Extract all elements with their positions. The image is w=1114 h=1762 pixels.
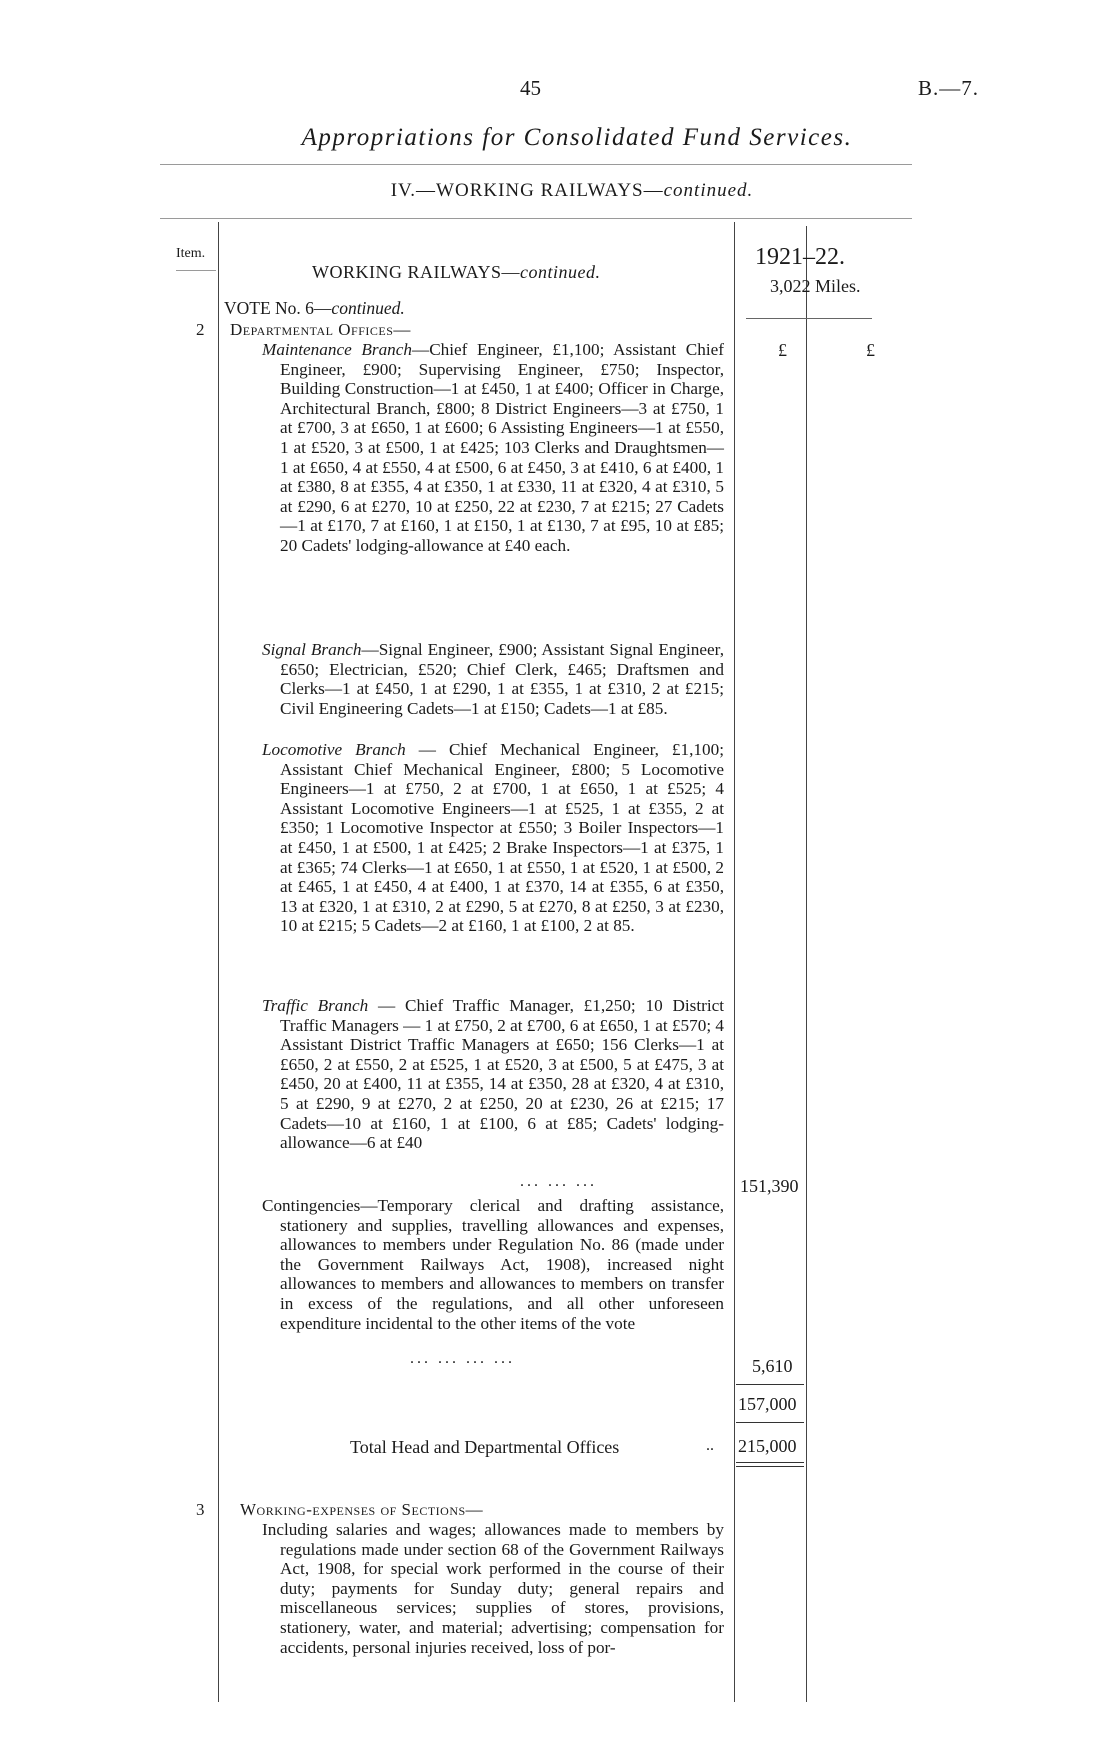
table-top-rule (160, 218, 912, 219)
item-column-rule (218, 222, 219, 1702)
locomotive-branch-text: — Chief Mechanical Engineer, £1,100; Assistant Chief Mechanical Engineer, £800; 5 Locomotive Engineers—1 at £750, 2 at £700, 1 at £650, 1 at £525; 4 Assistant Locomotive Engineers—1 at £525, 1 at £355, 2 at £350; 1 Locomotive Inspector at £550; 3 Boiler Inspectors—1 at £450, 1 at £500, 1 at £425; 2 Brake Inspectors—1 at £375, 1 at £365; 74 Clerks—1 at £650, 1 at £550, 1 at £520, 1 at £500, 2 at £465, 1 at £450, 4 at £400, 1 at £370, 14 at £355, 6 at £350, 13 at £320, 1 at £310, 2 at £290, 5 at £270, 8 at £250, 3 at £230, 10 at £215; 5 Cadets—2 at £160, 1 at £100, 2 at 85. (280, 740, 724, 936)
item-header-dash (176, 270, 216, 271)
vote-continued: continued. (331, 298, 405, 318)
year-heading: 1921–22. (755, 244, 845, 270)
signal-branch-label: Signal Branch (262, 640, 362, 659)
signal-branch-text: —Signal Engineer, £900; Assistant Signal Engineer, £650; Electrician, £520; Chief Clerk, £465; Draftsmen and Clerks—1 at £450, 1 at £290, 1 at £355, 1 at £310, 2 at £215; Civil Engineering Cadets—1 at £150; Cadets—1 at £85. (280, 640, 724, 718)
item-number-3: 3 (196, 1500, 205, 1519)
title-rule (160, 164, 912, 165)
subtotal-rule-top (736, 1384, 804, 1385)
subtitle-continued: continued. (663, 180, 754, 201)
contingencies-leader-dots: ... ... ... ... (410, 1350, 515, 1367)
page-title: Appropriations for Consolidated Fund Services. (301, 124, 853, 151)
subtitle-main: IV.—WORKING RAILWAYS— (390, 180, 664, 201)
traffic-branch-entry (262, 996, 724, 1153)
traffic-leader-dots: ... ... ... (520, 1173, 597, 1190)
working-expenses-text: Including salaries and wages; allowances made to members by regulations made under section 68 of the Government Railways Act, 1908, for special work performed in the course of their duty; payments for Sunday duty; general repairs and miscellaneous services; supplies of stores, provisions, stationery, water, and material; advertising; compensation for accidents, personal injuries received, loss of por- (262, 1520, 724, 1657)
section-subtitle (0, 180, 1114, 202)
maintenance-branch-entry (262, 340, 724, 556)
total-rule-1 (736, 1462, 804, 1463)
miles-heading: 3,022 Miles. (770, 276, 861, 296)
subtotal-amount: 157,000 (738, 1394, 797, 1414)
subtotal-rule-bottom (736, 1422, 804, 1423)
section-heading-main: WORKING RAILWAYS— (312, 262, 520, 282)
traffic-branch-label: Traffic Branch (262, 996, 369, 1015)
vote-number: VOTE No. 6— (224, 298, 332, 318)
total-label: Total Head and Departmental Offices (350, 1437, 620, 1457)
section-heading-continued: continued. (520, 262, 601, 282)
contingencies-text: Contingencies—Temporary clerical and drafting assistance, stationery and supplies, travelling allowances and expenses, allowances to members under Regulation No. 86 (made under the Government Railways Act, 1908), increased night allowances to members and allowances to members on transfer in excess of the regulations, and all other unforeseen expenditure incidental to the other items of the vote (262, 1196, 724, 1333)
item-number-2: 2 (196, 320, 205, 339)
total-leader-dots: .. (706, 1437, 714, 1454)
section-heading (312, 262, 600, 283)
contingencies-entry (262, 1196, 724, 1333)
signal-branch-entry (262, 640, 724, 718)
total-amount: 215,000 (738, 1436, 797, 1456)
total-rule-2 (736, 1466, 804, 1467)
amount-column-left-rule (734, 222, 735, 1702)
salaries-amount: 151,390 (740, 1176, 799, 1196)
document-reference: B.—7. (918, 76, 980, 100)
vote-label (224, 298, 405, 319)
departmental-offices-heading: Departmental Offices— (230, 320, 411, 339)
currency-symbol-1: £ (778, 340, 787, 360)
item-column-header: Item. (176, 246, 206, 261)
amount-column-right-rule (806, 226, 807, 1702)
maintenance-branch-text: —Chief Engineer, £1,100; Assistant Chief Engineer, £900; Supervising Engineer, £750; Inspector, Building Construction—1 at £450, 1 at £400; Officer in Charge, Architectural Branch, £800; 8 District Engineers—3 at £750, 1 at £700, 3 at £650, 1 at £600; 6 Assisting Engineers—1 at £550, 1 at £520, 3 at £500, 1 at £425; 103 Clerks and Draughtsmen—1 at £650, 4 at £550, 4 at £500, 6 at £450, 3 at £410, 6 at £400, 1 at £380, 8 at £355, 4 at £350, 1 at £330, 11 at £320, 4 at £310, 5 at £290, 6 at £270, 10 at £250, 22 at £230, 7 at £215; 27 Cadets—1 at £170, 7 at £160, 1 at £150, 1 at £130, 7 at £95, 10 at £85; 20 Cadets' lodging-allowance at £40 each. (280, 340, 724, 555)
page-number: 45 (520, 76, 541, 100)
working-expenses-entry (262, 1520, 724, 1657)
contingencies-amount: 5,610 (752, 1356, 793, 1376)
traffic-branch-text: — Chief Traffic Manager, £1,250; 10 District Traffic Managers — 1 at £750, 2 at £700, 6 at £650, 1 at £570; 4 Assistant District Traffic Managers at £650; 156 Clerks—1 at £650, 2 at £550, 2 at £525, 1 at £520, 3 at £500, 5 at £475, 3 at £450, 20 at £400, 11 at £355, 14 at £350, 28 at £320, 4 at £310, 5 at £290, 9 at £270, 2 at £250, 20 at £230, 26 at £215; 17 Cadets—10 at £160, 1 at £100, 6 at £85; Cadets' lodging-allowance—6 at £40 (280, 996, 724, 1153)
maintenance-branch-label: Maintenance Branch (262, 340, 412, 359)
locomotive-branch-label: Locomotive Branch (262, 740, 406, 759)
year-header-rule (746, 318, 872, 319)
working-expenses-heading: Working-expenses of Sections— (240, 1500, 484, 1519)
currency-symbol-2: £ (866, 340, 875, 360)
locomotive-branch-entry (262, 740, 724, 936)
